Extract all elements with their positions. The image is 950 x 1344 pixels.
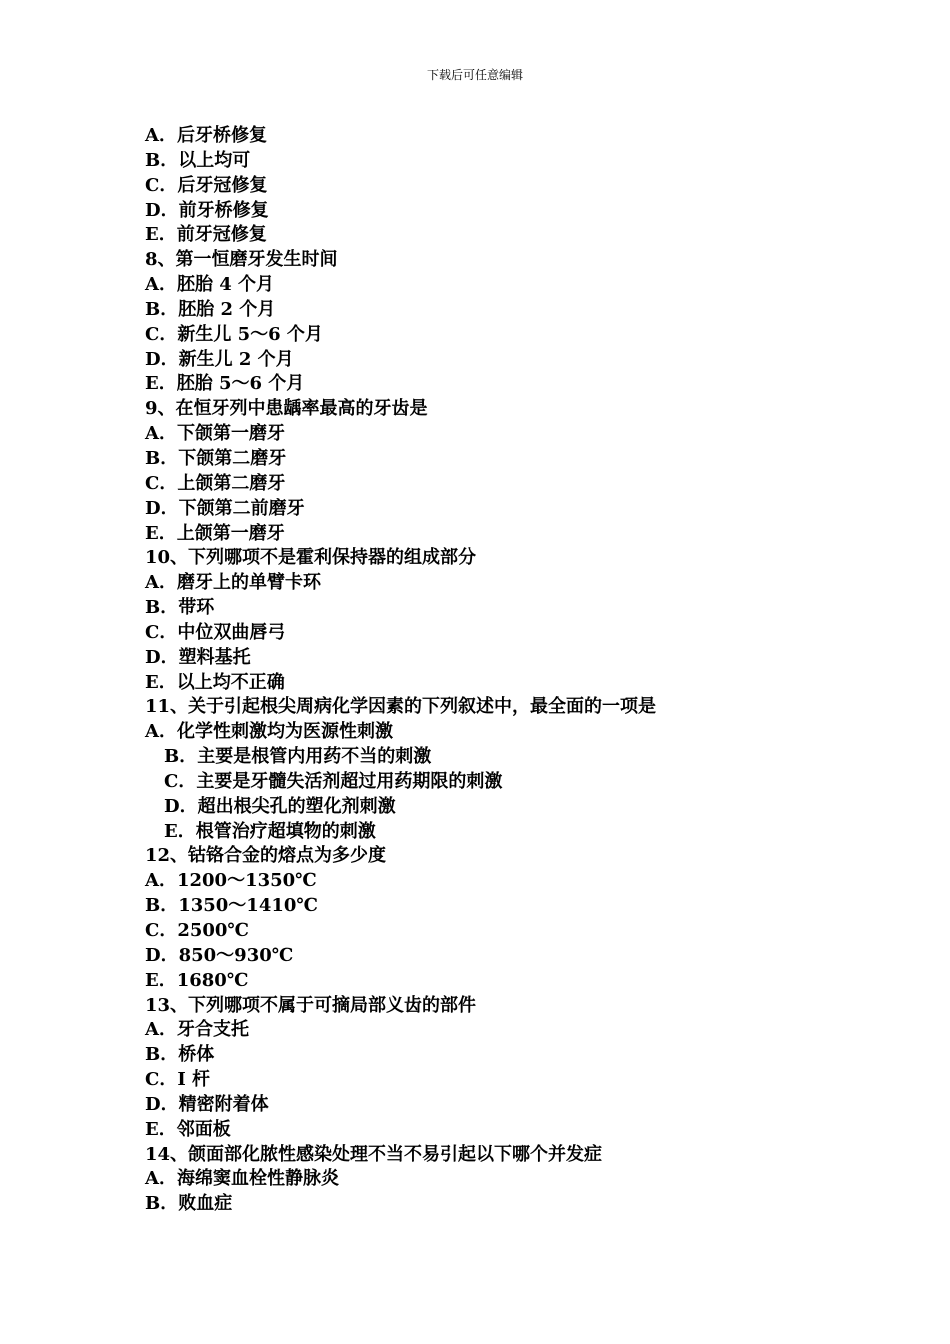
- question-line: 8、第一恒磨牙发生时间: [145, 249, 338, 271]
- option-line: D．精密附着体: [145, 1093, 269, 1115]
- option-line: B．败血症: [145, 1193, 233, 1215]
- question-line: 13、下列哪项不属于可摘局部义齿的部件: [145, 994, 477, 1016]
- option-line: A．磨牙上的单臂卡环: [145, 572, 321, 594]
- option-line: C．新生儿 5～6 个月: [145, 323, 323, 345]
- option-line: E．胚胎 5～6 个月: [145, 373, 305, 395]
- document-body: [145, 124, 845, 1217]
- option-line: E．前牙冠修复: [145, 224, 267, 246]
- option-line: D．超出根尖孔的塑化剂刺激: [164, 795, 396, 817]
- option-line: C．2500℃: [145, 920, 249, 941]
- option-line: A．牙合支托: [145, 1019, 249, 1041]
- option-line: D．新生儿 2 个月: [145, 348, 294, 370]
- option-line: B．下颌第二磨牙: [145, 447, 287, 469]
- question-line: 12、钴铬合金的熔点为多少度: [145, 845, 387, 867]
- option-line: D．850～930℃: [145, 944, 294, 966]
- option-line: B．桥体: [145, 1044, 215, 1066]
- option-line: B．主要是根管内用药不当的刺激: [164, 746, 432, 768]
- option-line: C．主要是牙髓失活剂超过用药期限的刺激: [164, 770, 503, 792]
- option-line: C．中位双曲唇弓: [145, 621, 286, 643]
- question-line: 14、颌面部化脓性感染处理不当不易引起以下哪个并发症: [145, 1143, 603, 1165]
- option-line: B．带环: [145, 597, 215, 619]
- option-line: A．下颌第一磨牙: [145, 423, 285, 445]
- option-line: C．上颌第二磨牙: [145, 472, 286, 494]
- option-line: D．下颌第二前磨牙: [145, 497, 305, 519]
- option-line: C．I 杆: [145, 1069, 211, 1091]
- question-line: 10、下列哪项不是霍利保持器的组成部分: [145, 547, 477, 569]
- option-line: A．后牙桥修复: [145, 125, 267, 146]
- option-line: A．化学性刺激均为医源性刺激: [145, 721, 393, 743]
- option-line: A．海绵窦血栓性静脉炎: [145, 1168, 339, 1190]
- option-line: E．以上均不正确: [145, 671, 285, 693]
- option-line: E．1680℃: [145, 969, 249, 991]
- question-line: 11、关于引起根尖周病化学因素的下列叙述中，最全面的一项是: [145, 696, 657, 718]
- option-line: D．塑料基托: [145, 646, 251, 668]
- question-line: 9、在恒牙列中患龋率最高的牙齿是: [145, 398, 428, 420]
- option-line: B．胚胎 2 个月: [145, 298, 276, 320]
- option-line: E．根管治疗超填物的刺激: [164, 820, 376, 842]
- option-line: C．后牙冠修复: [145, 174, 268, 196]
- option-line: A．胚胎 4 个月: [145, 274, 275, 296]
- page-header: 下载后可任意编辑: [426, 68, 523, 82]
- option-line: B．1350～1410℃: [145, 895, 318, 917]
- option-line: D．前牙桥修复: [145, 199, 269, 221]
- option-line: E．邻面板: [145, 1118, 231, 1140]
- option-line: B．以上均可: [145, 149, 251, 171]
- option-line: E．上颌第一磨牙: [145, 522, 285, 544]
- option-line: A．1200～1350℃: [145, 870, 317, 892]
